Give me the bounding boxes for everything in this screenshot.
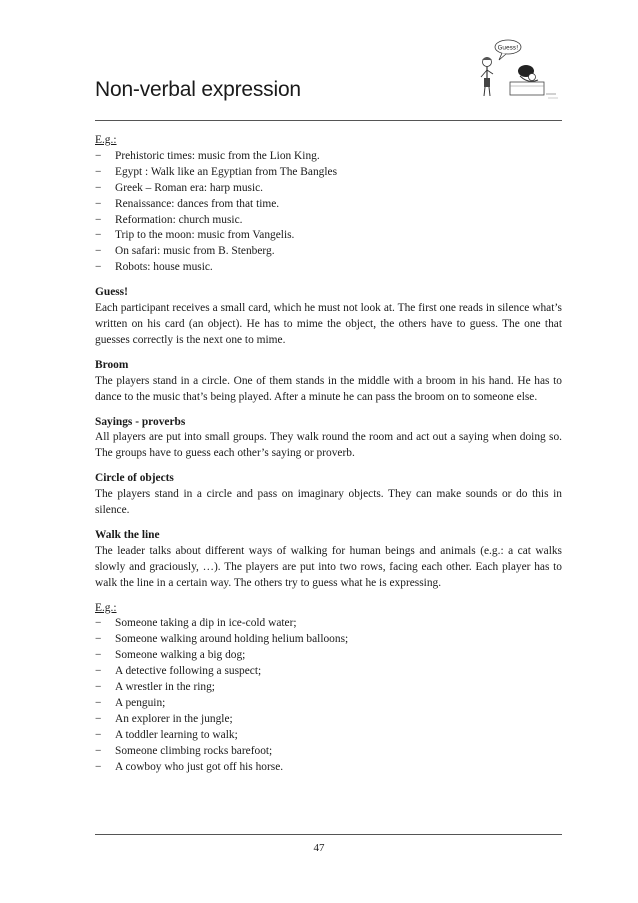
footer-rule bbox=[95, 834, 562, 835]
list-item: − A detective following a suspect; bbox=[95, 664, 562, 680]
page-title: Non-verbal expression bbox=[95, 78, 301, 101]
section-guess bbox=[95, 285, 562, 349]
section-walk-the-line bbox=[95, 528, 562, 592]
list-item: − Greek – Roman era: harp music. bbox=[95, 181, 562, 197]
list-item: − An explorer in the jungle; bbox=[95, 712, 562, 728]
list-item: − Egypt : Walk like an Egyptian from The Bangles bbox=[95, 165, 562, 181]
section-heading: Broom bbox=[95, 358, 129, 371]
section-heading: Circle of objects bbox=[95, 472, 174, 485]
list-item: − A toddler learning to walk; bbox=[95, 728, 562, 744]
speech-bubble-text: Guess! bbox=[497, 44, 519, 52]
section-heading: Guess! bbox=[95, 286, 128, 299]
page-number: 47 bbox=[313, 842, 325, 854]
eras-list bbox=[95, 149, 562, 276]
header-rule bbox=[95, 120, 562, 121]
list-item: − Someone walking a big dog; bbox=[95, 648, 562, 664]
list-item: − A wrestler in the ring; bbox=[95, 680, 562, 696]
section-text: The players stand in a circle and pass on imaginary objects. They can make sounds or do this in silence. bbox=[95, 488, 562, 517]
list-item: − Someone walking around holding helium balloons; bbox=[95, 632, 562, 648]
section-text: Each participant receives a small card, which he must not look at. The first one reads in silence what’s written on his card (an object). He has to mime the object, the others have to guess. The one that guesses correctly is the next one to mime. bbox=[95, 302, 562, 346]
mime-children-drawing-icon bbox=[466, 36, 562, 104]
list-item: − Trip to the moon: music from Vangelis. bbox=[95, 228, 562, 244]
list-item: − A cowboy who just got off his horse. bbox=[95, 760, 562, 776]
list-item: − Prehistoric times: music from the Lion King. bbox=[95, 149, 562, 165]
content bbox=[95, 133, 562, 776]
list-item: − Renaissance: dances from that time. bbox=[95, 197, 562, 213]
section-heading: Walk the line bbox=[95, 528, 160, 541]
walks-list bbox=[95, 616, 562, 775]
list-item: − Someone taking a dip in ice-cold water; bbox=[95, 616, 562, 632]
list-item: − Someone climbing rocks barefoot; bbox=[95, 744, 562, 760]
section-heading: Sayings - proverbs bbox=[95, 415, 186, 428]
section-text: The leader talks about different ways of walking for human beings and animals (e.g.: a cat walks slowly and graciously, …). The players are put into two rows, facing each other. Each player has to walk the line in a certain way. The others try to guess what he is expressing. bbox=[95, 544, 562, 589]
list-item: − Reformation: church music. bbox=[95, 213, 562, 229]
section-text: The players stand in a circle. One of them stands in the middle with a broom in his hand. He has to dance to the music that’s being played. After a minute he can pass the broom on to someone else. bbox=[95, 374, 562, 403]
eg-label: E.g.: bbox=[95, 601, 117, 614]
section-sayings-proverbs bbox=[95, 415, 562, 463]
list-item: − A penguin; bbox=[95, 696, 562, 712]
section-circle-of-objects bbox=[95, 471, 562, 519]
section-text: All players are put into small groups. They walk round the room and act out a saying when doing so. The groups have to guess each other’s saying or proverb. bbox=[95, 431, 562, 460]
section-broom bbox=[95, 358, 562, 406]
list-item: − Robots: house music. bbox=[95, 260, 562, 276]
eg-label: E.g.: bbox=[95, 134, 117, 146]
list-item: − On safari: music from B. Stenberg. bbox=[95, 244, 562, 260]
